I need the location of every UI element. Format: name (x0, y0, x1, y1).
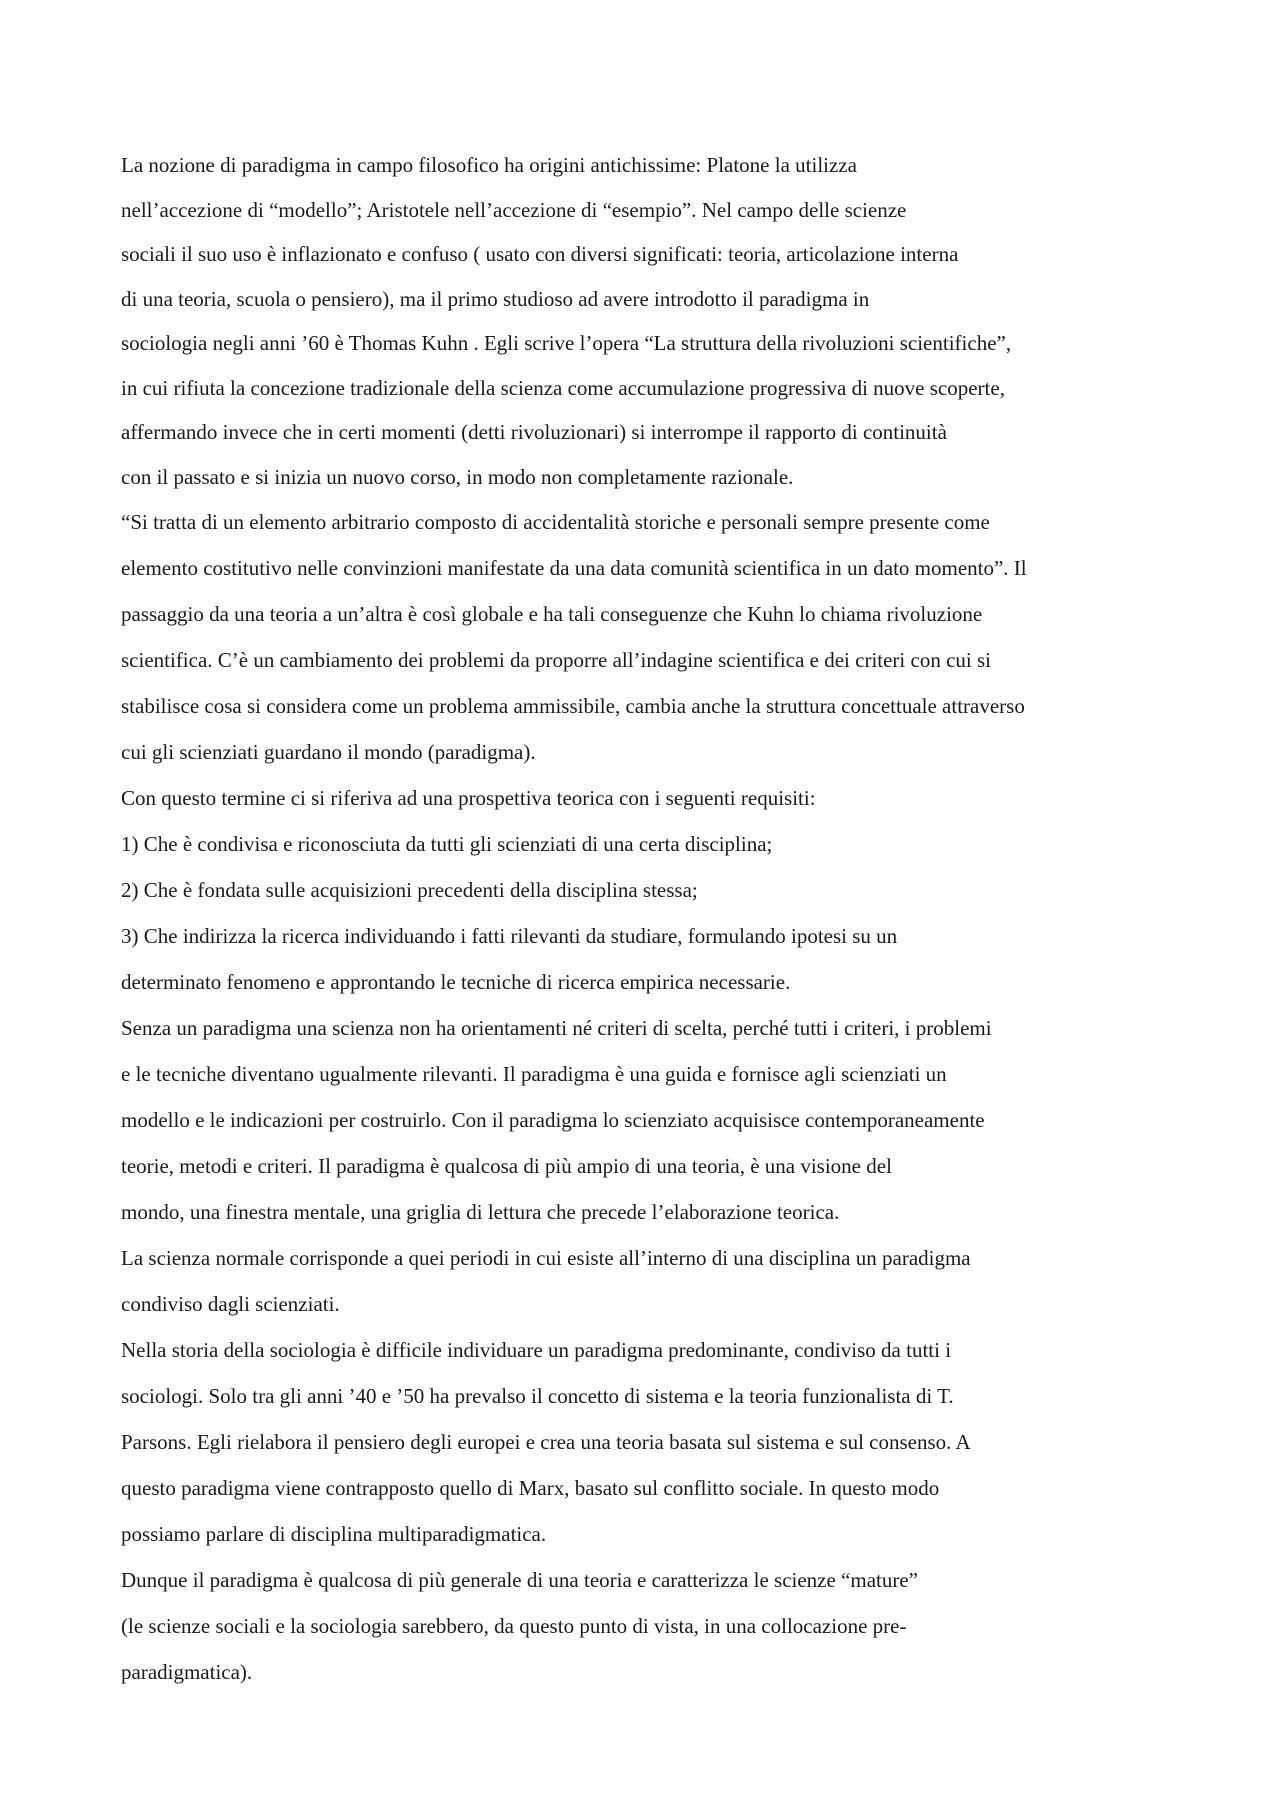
text-line-6: in cui rifiuta la concezione tradizionale della scienza come accumulazione progressiva di nuove scoperte, (121, 375, 1005, 400)
body-text (121, 143, 1171, 1695)
text-line-14: cui gli scienziati guardano il mondo (paradigma). (121, 740, 536, 764)
text-line-26: condiviso dagli scienziati. (121, 1292, 340, 1316)
text-line-31: possiamo parlare di disciplina multiparadigmatica. (121, 1522, 547, 1546)
text-line-13: stabilisce cosa si considera come un problema ammissibile, cambia anche la struttura concettuale attraverso (121, 694, 1025, 718)
text-line-9: “Si tratta di un elemento arbitrario composto di accidentalità storiche e personali sempre presente come (121, 510, 990, 534)
text-line-7: affermando invece che in certi momenti (detti rivoluzionari) si interrompe il rapporto di continuità (121, 420, 947, 444)
text-line-20: Senza un paradigma una scienza non ha orientamenti né criteri di scelta, perché tutti i criteri, i problemi (121, 1016, 992, 1040)
text-line-32: Dunque il paradigma è qualcosa di più generale di una teoria e caratterizza le scienze “mature” (121, 1568, 919, 1592)
text-line-12: scientifica. C’è un cambiamento dei problemi da proporre all’indagine scientifica e dei criteri con cui si (121, 648, 991, 672)
text-line-29: Parsons. Egli rielabora il pensiero degli europei e crea una teoria basata sul sistema e sul consenso. A (121, 1430, 971, 1454)
text-line-10: elemento costitutivo nelle convinzioni manifestate da una data comunità scientifica in un dato momento”. Il (121, 556, 1027, 580)
text-line-16: 1) Che è condivisa e riconosciuta da tutti gli scienziati di una certa disciplina; (121, 832, 773, 856)
text-line-2: nell’accezione di “modello”; Aristotele nell’accezione di “esempio”. Nel campo delle scienze (121, 197, 907, 222)
text-line-23: teorie, metodi e criteri. Il paradigma è qualcosa di più ampio di una teoria, è una visione del (121, 1154, 892, 1178)
text-line-11: passaggio da una teoria a un’altra è così globale e ha tali conseguenze che Kuhn lo chiama rivoluzione (121, 602, 983, 626)
text-line-27: Nella storia della sociologia è difficile individuare un paradigma predominante, condiviso da tutti i (121, 1338, 952, 1362)
text-line-34: paradigmatica). (121, 1660, 253, 1684)
text-line-3: sociali il suo uso è inflazionato e confuso ( usato con diversi significati: teoria, articolazione interna (121, 242, 959, 266)
text-line-21: e le tecniche diventano ugualmente rilevanti. Il paradigma è una guida e fornisce agli scienziati un (121, 1062, 947, 1086)
text-line-25: La scienza normale corrisponde a quei periodi in cui esiste all’interno di una disciplina un paradigma (121, 1246, 971, 1270)
text-line-5: sociologia negli anni ’60 è Thomas Kuhn . Egli scrive l’opera “La struttura della rivoluzioni scientifiche”, (121, 331, 1012, 355)
text-line-15: Con questo termine ci si riferiva ad una prospettiva teorica con i seguenti requisiti: (121, 786, 816, 810)
text-line-19: determinato fenomeno e approntando le tecniche di ricerca empirica necessarie. (121, 970, 791, 994)
text-line-18: 3) Che indirizza la ricerca individuando i fatti rilevanti da studiare, formulando ipotesi su un (121, 924, 898, 948)
text-line-8: con il passato e si inizia un nuovo corso, in modo non completamente razionale. (121, 464, 794, 489)
text-line-1: La nozione di paradigma in campo filosofico ha origini antichissime: Platone la utilizza (121, 153, 857, 177)
text-line-22: modello e le indicazioni per costruirlo. Con il paradigma lo scienziato acquisisce contemporaneamente (121, 1108, 985, 1132)
text-line-24: mondo, una finestra mentale, una griglia di lettura che precede l’elaborazione teorica. (121, 1200, 840, 1224)
text-line-30: questo paradigma viene contrapposto quello di Marx, basato sul conflitto sociale. In questo modo (121, 1476, 940, 1500)
text-line-28: sociologi. Solo tra gli anni ’40 e ’50 ha prevalso il concetto di sistema e la teoria funzionalista di T. (121, 1384, 954, 1408)
text-line-17: 2) Che è fondata sulle acquisizioni precedenti della disciplina stessa; (121, 878, 698, 902)
text-line-4: di una teoria, scuola o pensiero), ma il primo studioso ad avere introdotto il paradigma in (121, 286, 870, 311)
text-line-33: (le scienze sociali e la sociologia sarebbero, da questo punto di vista, in una collocazione pre- (121, 1614, 907, 1638)
